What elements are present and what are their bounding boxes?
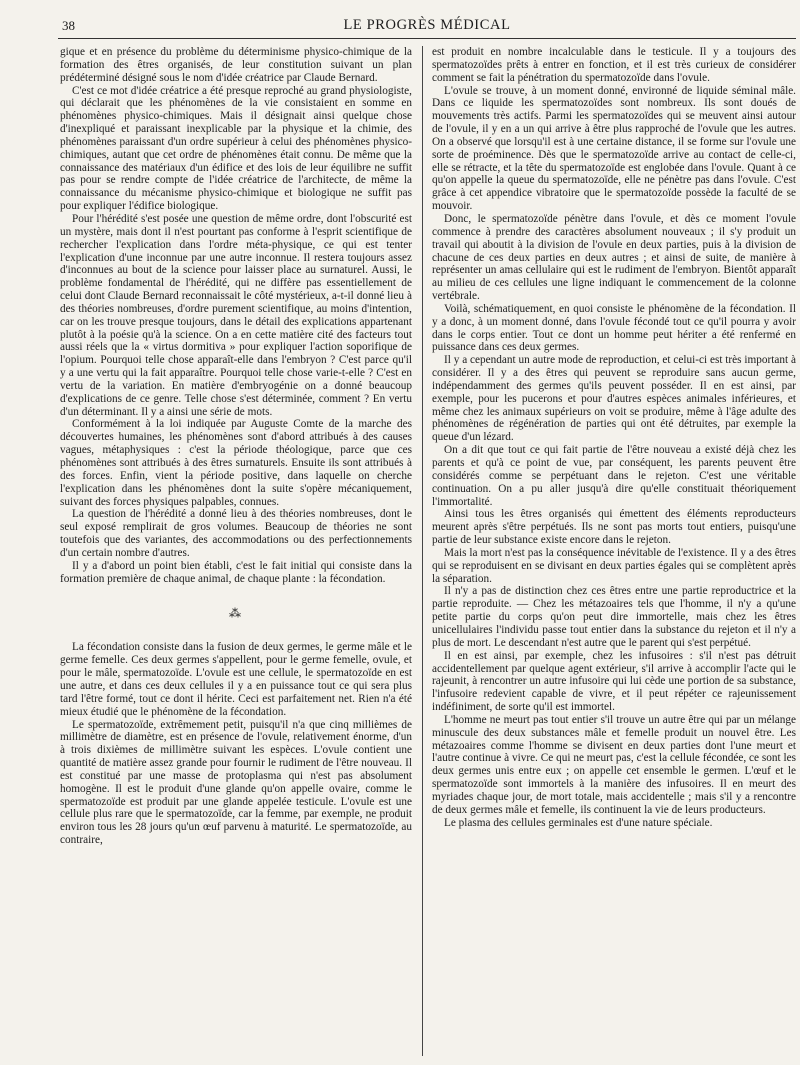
paragraph: La fécondation consiste dans la fusion de deux germes, le germe mâle et le germe femelle. Ces deux germes s'appellent, pour le germe femelle, ovule, et pour le mâle, spermatozoïde. L'ovule est une cellule, le spermatozoïde en est une autre, et dans ces deux cellules il y a en puissance tout ce qui sera plus tard l'être formé, tout ce dont il hérite. Ceci est parfaitement net. Rien n'a été mieux étudié que le phénomène de la fécondation. [60,641,412,718]
paragraph: Il y a d'abord un point bien établi, c'est le fait initial qui consiste dans la formation première de chaque animal, de chaque plante : la fécondation. [60,559,412,585]
page-header [58,12,796,39]
section-ornament: ⁂ [229,606,243,621]
paragraph: gique et en présence du problème du déterminisme physico-chimique de la formation des êtres organisés, de leur constitution suivant un plan prédéterminé désigné sous le nom d'idée créatrice par Claude Bernard. [60,46,412,84]
paragraph: Donc, le spermatozoïde pénètre dans l'ovule, et dès ce moment l'ovule commence à prendre des caractères absolument nouveaux ; il s'y produit un travail qui aboutit à la division de l'ovule en deux parties, puis à la division de chacune de ces deux parties en deux autres ; et ainsi de suite, de manière à représenter un amas cellulaire qui est le rudiment de l'embryon. Bientôt apparaît au milieu de ces cellules une ligne indiquant le commencement de la colonne vertébrale. [432,212,796,303]
paragraph: Pour l'hérédité s'est posée une question de même ordre, dont l'obscurité est un mystère, mais dont il n'est pourtant pas conforme à l'esprit scientifique de rechercher l'explication dans l'ordre méta-physique, ce qui est tenter l'explication d'une inconnue par une autre inconnue. Il restera toujours assez d'inconnues au bout de la science pour laisser place au surnaturel. Aussi, le problème fondamental de l'hérédité, qui ne diffère pas essentiellement de celui dont Claude Bernard reconnaissait le côté mystérieux, a-t-il donné lieu à des théories nombreuses, d'ordre purement scientifique, au moins d'intention, car on les trouve presque toujours, dans le détail des explications appartenant plutôt à la poésie qu'à la science. On a en cette matière cité des facteurs tout aussi réels que la « virtus dormitiva » pour expliquer l'action soporifique de l'opium. Pourquoi telle chose apparaît-elle dans l'embryon ? C'est parce qu'il y a une vertu qui la fait apparaître. Pourquoi telle chose varie-t-elle ? C'est en vertu de la variation. En matière d'embryogénie on a donné beaucoup d'explications de ce genre. Telle chose s'est déterminée, comment ? En vertu d'un déterminant. Il y a ainsi une série de mots. [60,212,412,418]
paragraph: L'homme ne meurt pas tout entier s'il trouve un autre être qui par un mélange minuscule des deux substances mâle et femelle produit un nouvel être. Les métazoaires comme l'homme se divisent en deux parties dont l'une meurt et l'autre continue à vivre. Ce qui ne meurt pas, c'est la cellule fécondée, ce sont les deux germes unis entre eux ; on appelle cet ensemble le germen. L'œuf et le spermatozoïde sont immortels à la manière des infusoires. Il en meurt des myriades chaque jour, de mort totale, mais accidentelle ; mais s'il y a rencontre de deux germes mâle et femelle, ils continuent la vie de leurs producteurs. [432,713,796,816]
paragraph: Il n'y a pas de distinction chez ces êtres entre une partie reproductrice et la partie reproduite. — Chez les métazoaires tels que l'homme, il n'y a qu'une petite partie du corps qu'on peut dire immortelle, mais chez les êtres unicellulaires l'individu passe tout entier dans la substance du rejeton et il n'y a plus de mort. Le descendant n'est autre que le parent qui s'est perpétué. [432,585,796,649]
page-number: 38 [62,18,75,33]
right-column [432,46,796,1056]
paragraph: Il en est ainsi, par exemple, chez les infusoires : s'il n'est pas détruit accidentellement par quelque agent extérieur, s'il arrive à accomplir l'acte qui le rajeunit, à rencontrer un autre infusoire qui lui cède une portion de sa substance, l'infusoire redevient capable de vivre, et il peut répéter ce rajeunissement indéfiniment, de sorte qu'il est immortel. [432,649,796,714]
running-title: LE PROGRÈS MÉDICAL [343,17,511,33]
paragraph: C'est ce mot d'idée créatrice a été presque reproché au grand physiologiste, qui déclarait que les phénomènes de la vie consistaient en somme en phénomènes physico-chimiques. Mais il désignait ainsi quelque chose d'inexpliqué et paraissant inexplicable par la physique et la chimie, des phénomènes paraissant d'un ordre supérieur à celui des phénomènes physico-chimiques, autant que cet ordre de phénomènes était connu. De même que la connaissance des matériaux d'un édifice et des lois de leur équilibre ne suffit pas pour se rendre compte de l'idée créatrice de l'architecte, de même la connaissance du mécanisme physico-chimique et biologique ne suffit pas pour expliquer l'édifice biologique. [60,84,412,213]
paragraph: Le spermatozoïde, extrêmement petit, puisqu'il n'a que cinq millièmes de millimètre de diamètre, est en présence de l'ovule, relativement énorme, d'un à trois dixièmes de millimètre suivant les espèces. L'ovule contient une quantité de matière assez grande pour fournir le rudiment de l'être nouveau. Il est constitué par une masse de protoplasma qui n'est pas absolument homogène. Il est le produit d'une glande qu'on appelle ovaire, comme le spermatozoïde est produit par une glande appelée testicule. L'ovule est une cellule plus rare que le spermatozoïde, car la femme, par exemple, ne produit environ tous les 28 jours qu'un œuf parvenu à maturité. Le spermatozoïde, au contraire, [60,718,412,847]
paragraph: Le plasma des cellules germinales est d'une nature spéciale. [444,816,713,829]
left-column [60,46,412,1056]
paragraph: Ainsi tous les êtres organisés qui émettent des éléments reproducteurs meurent après s'être perpétués. Ils ne sont pas morts tout entiers, puisqu'une partie de leur substance existe encore dans le rejeton. [432,508,796,547]
column-divider [422,46,423,1056]
paragraph: Il y a cependant un autre mode de reproduction, et celui-ci est très important à considérer. Il y a des êtres qui peuvent se reproduire sans aucun germe, indépendamment des germes qu'ils peuvent posséder. Il en est ainsi, par exemple, pour les pucerons et pour d'autres espèces animales inférieures, et même chez les animaux supérieurs on voit se produire, même à l'âge adulte des phénomènes de régénération de parties qui ont été détruites, par exemple la queue d'un lézard. [432,354,796,444]
paragraph: Voilà, schématiquement, en quoi consiste le phénomène de la fécondation. Il y a donc, à un moment donné, dans l'ovule fécondé tout ce qu'il pourra y avoir dans le corps entier. Tout ce dont un homme peut hériter a été renfermé en puissance dans ces deux germes. [432,302,796,354]
paragraph: La question de l'hérédité a donné lieu à des théories nombreuses, dont le seul exposé remplirait de gros volumes. Beaucoup de théories ne sont toutefois que des variantes, des accommodations ou des perfectionnements d'un certain nombre d'autres. [60,508,412,559]
paragraph: est produit en nombre incalculable dans le testicule. Il y a toujours des spermatozoïdes prêts à entrer en fonction, et il est très curieux de considérer comment se fait la pénétration du spermatozoïde dans l'ovule. [432,46,796,84]
paragraph: On a dit que tout ce qui fait partie de l'être nouveau a existé déjà chez les parents et qu'à ce point de vue, par conséquent, les parents peuvent être considérés comme se perpétuant dans le rejeton. C'est une véritable continuation. On a pu aller jusqu'à dire qu'elle constituait théoriquement l'immortalité. [432,444,796,508]
paragraph: L'ovule se trouve, à un moment donné, environné de liquide séminal mâle. Dans ce liquide les spermatozoïdes sont nombreux. Ils sont doués de mouvements très actifs. Parmi les spermatozoïdes qui se meuvent ainsi autour de l'ovule, il y en a un qui arrive à être plus rapproché de l'ovule que les autres. On a observé que lorsqu'il est à une certaine distance, il se forme sur l'ovule une sorte de proéminence. Dès que le spermatozoïde arrive au contact de celle-ci, elle se rétracte, et la tête du spermatozoïde est englobée dans l'ovule. Quant à ce qu'on appelle la queue du spermatozoïde, elle ne pénètre pas dans l'ovule. C'est grâce à cet appendice vibratoire que le spermatozoïde possède la faculté de se mouvoir. [432,84,796,213]
paragraph: Mais la mort n'est pas la conséquence inévitable de l'existence. Il y a des êtres qui se reproduisent en se divisant en deux parties égales qui se complètent après la séparation. [432,546,796,585]
paragraph: Conformément à la loi indiquée par Auguste Comte de la marche des découvertes humaines, les phénomènes sont d'abord attribués à des causes vagues, métaphysiques : c'est la période théologique, parce que ces phénomènes sont attribués à des êtres surnaturels. Ensuite ils sont attribués à des forces. Enfin, vient la période positive, dans laquelle on cherche l'explication dans les phénomènes dont la suite s'opère mécaniquement, suivant des forces physiques palpables, connues. [60,418,412,508]
